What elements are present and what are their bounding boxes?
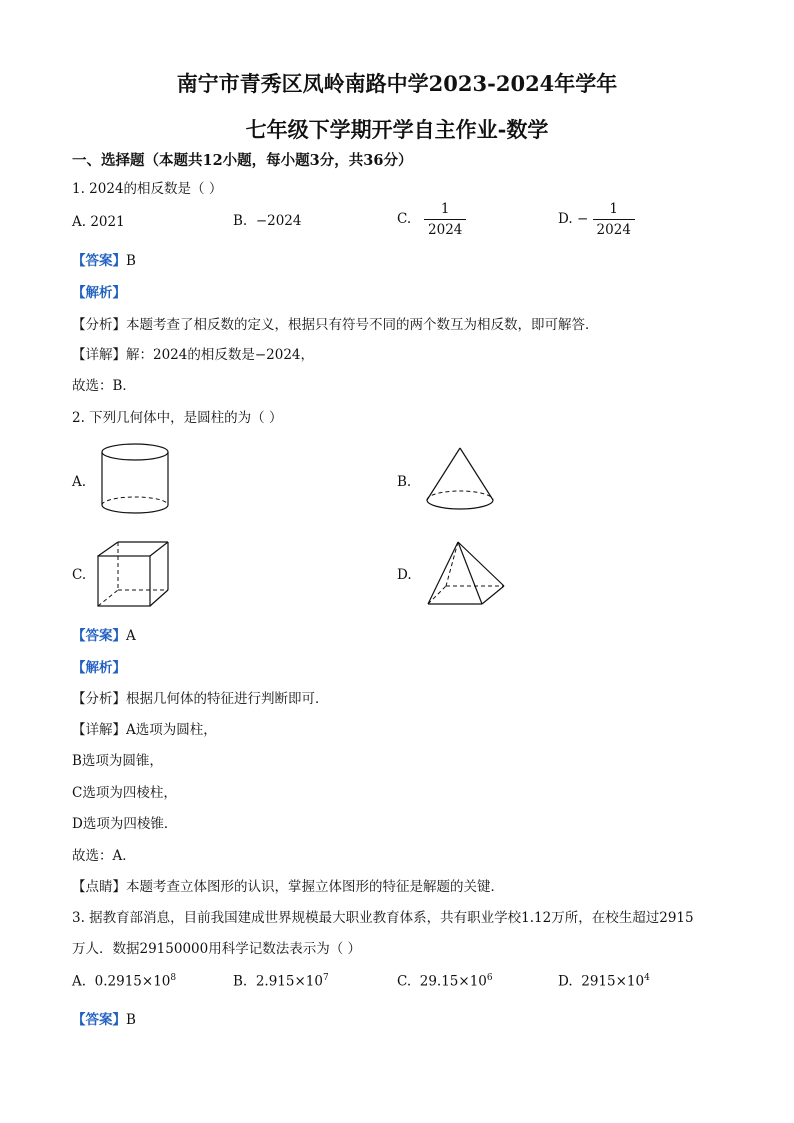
- q1-xiangjie: 【详解】解：2024的相反数是−2024，: [72, 347, 315, 363]
- q1-option-b: B. −2024: [233, 213, 302, 229]
- q1-fenxi: 【分析】本题考查了相反数的定义，根据只有符号不同的两个数互为相反数，即可解答．: [72, 317, 599, 333]
- q1-option-a: A. 2021: [72, 214, 125, 230]
- page-subtitle: 七年级下学期开学自主作业-数学: [245, 117, 549, 142]
- q2-dianjing: 【点睛】本题考查立体图形的认识，掌握立体图形的特征是解题的关键．: [72, 879, 504, 895]
- q2-line-c: C选项为四棱柱，: [72, 785, 177, 801]
- q2-option-d-label: D.: [397, 567, 412, 583]
- q2-analysis-heading: 【解析】: [72, 660, 126, 676]
- q1-answer: 【答案】B: [72, 253, 136, 269]
- q1-conclusion: 故选：B．: [72, 378, 136, 394]
- q2-line-d: D选项为四棱锥．: [72, 816, 178, 832]
- q2-conclusion: 故选：A．: [72, 848, 136, 864]
- q1-option-d-fraction: $\frac{1}{2024}$: [593, 201, 635, 238]
- cone-figure: [424, 446, 496, 514]
- q1-analysis-heading: 【解析】: [72, 285, 126, 301]
- pyramid-figure: [424, 540, 508, 608]
- q1-stem: 1. 2024的相反数是（ ）: [72, 181, 223, 197]
- q1-option-c-fraction: $\frac{1}{2024}$: [424, 201, 466, 238]
- cylinder-figure: [98, 440, 172, 520]
- q2-xiangjie: 【详解】A选项为圆柱，: [72, 722, 217, 738]
- q3-option-a: A. $0.2915\times 10^8$: [72, 973, 177, 990]
- q3-option-d: D. $2915\times 10^4$: [558, 973, 650, 990]
- q3-stem-line2: 万人．数据29150000用科学记数法表示为（ ）: [72, 941, 362, 957]
- q1-option-c: C. $\frac{1}{2024}$: [397, 201, 466, 238]
- q3-stem-line1: 3. 据教育部消息，目前我国建成世界规模最大职业教育体系，共有职业学校1.12万所，在校生超过2915: [72, 910, 694, 926]
- q3-option-b: B. $2.915\times 10^7$: [233, 973, 329, 990]
- q2-fenxi: 【分析】根据几何体的特征进行判断即可．: [72, 691, 329, 707]
- q3-answer: 【答案】B: [72, 1012, 136, 1028]
- q2-option-a-label: A.: [72, 474, 87, 490]
- page-title: 南宁市青秀区凤岭南路中学2023-2024年学年: [176, 71, 618, 96]
- q3-option-c: C. $29.15\times 10^6$: [397, 973, 493, 990]
- section-heading: 一、选择题（本题共12小题，每小题3分，共36分）: [72, 152, 413, 169]
- q2-line-b: B选项为圆锥，: [72, 753, 163, 769]
- cuboid-figure: [96, 540, 172, 610]
- q2-stem: 2. 下列几何体中，是圆柱的为（ ）: [72, 410, 283, 426]
- q2-option-c-label: C.: [72, 567, 87, 583]
- q2-option-b-label: B.: [397, 474, 412, 490]
- q1-option-d: D. − $\frac{1}{2024}$: [558, 201, 635, 238]
- q2-answer: 【答案】A: [72, 628, 136, 644]
